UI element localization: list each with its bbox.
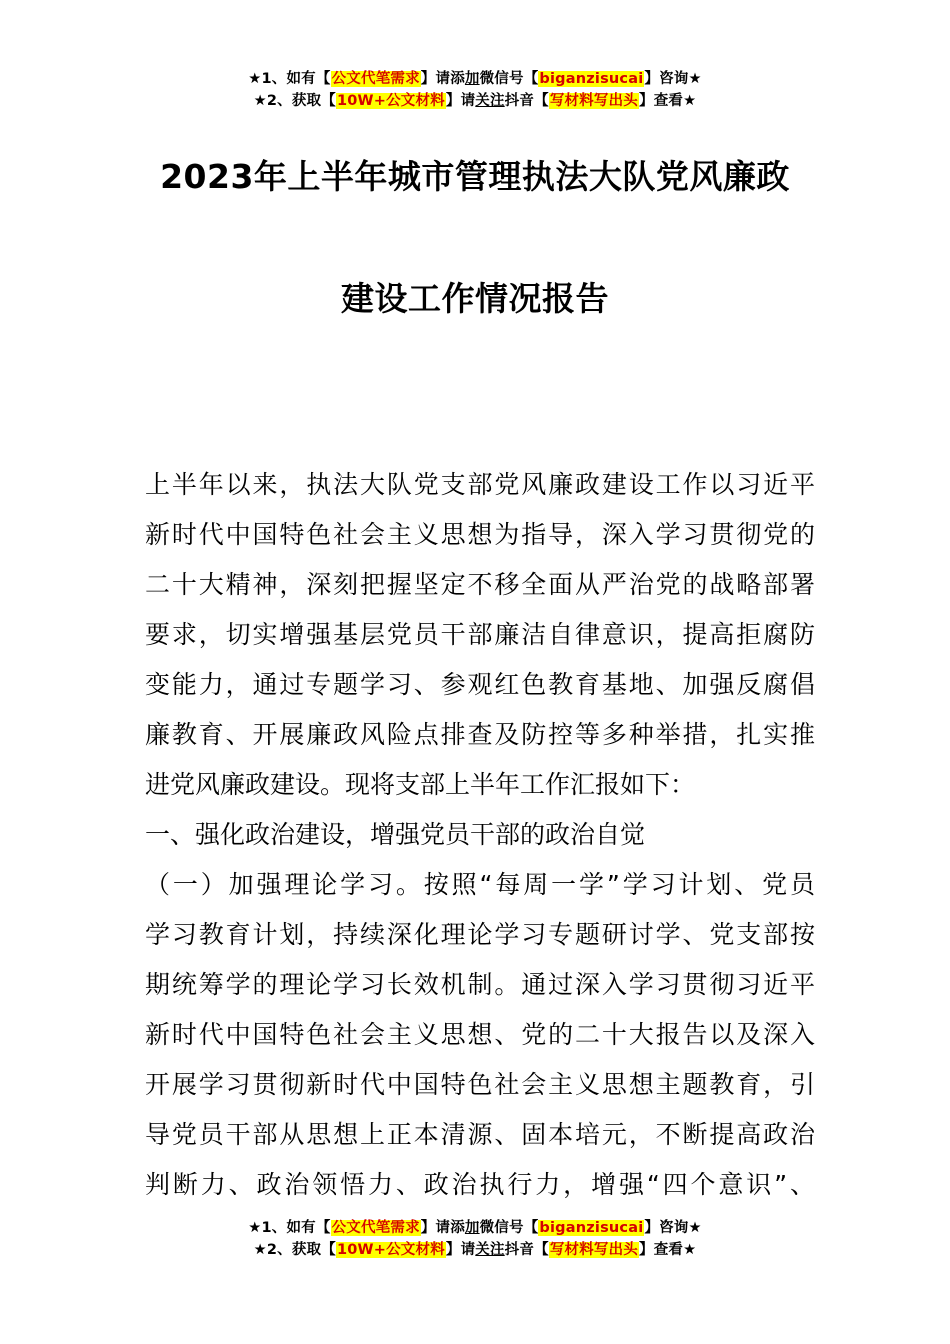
banner-highlight: 公文代笔需求 (331, 1220, 420, 1236)
body-line: 新时代中国特色社会主义思想、党的二十大报告以及深入 (145, 1020, 815, 1049)
body-line: 导党员干部从思想上正本清源、固本培元，不断提高政治 (145, 1120, 815, 1149)
section-heading: 一、强化政治建设，增强党员干部的政治自觉 (145, 820, 646, 849)
body-line: 进党风廉政建设。现将支部上半年工作汇报如下： (145, 770, 696, 799)
banner-highlight: 10W+公文材料 (336, 1242, 445, 1258)
banner-highlight: 公文代笔需求 (331, 71, 420, 87)
body-line: （一）加强理论学习。按照“每周一学”学习计划、党员 (145, 870, 815, 899)
banner-highlight: 写材料写出头 (549, 93, 639, 109)
banner-line-2: ★2、获取【10W+公文材料】请关注抖音【写材料写出头】查看★ (253, 1242, 697, 1258)
banner-line-1: ★1、如有【公文代笔需求】请添加微信号【biganzisucai】咨询★ (248, 1220, 702, 1236)
footer-banner (0, 1217, 950, 1261)
body-line: 要求，切实增强基层党员干部廉洁自律意识，提高拒腐防 (145, 620, 815, 649)
body-line: 变能力，通过专题学习、参观红色教育基地、加强反腐倡 (145, 670, 815, 699)
document-title-line-2: 建设工作情况报告 (341, 279, 609, 318)
body-line: 学习教育计划，持续深化理论学习专题研讨学、党支部按 (145, 920, 815, 949)
banner-line-1: ★1、如有【公文代笔需求】请添加微信号【biganzisucai】咨询★ (248, 71, 702, 87)
body-line: 上半年以来，执法大队党支部党风廉政建设工作以习近平 (145, 470, 815, 499)
body-line: 廉教育、开展廉政风险点排查及防控等多种举措，扎实推 (145, 720, 815, 749)
body-line: 新时代中国特色社会主义思想为指导，深入学习贯彻党的 (145, 520, 815, 549)
body-line: 期统筹学的理论学习长效机制。通过深入学习贯彻习近平 (145, 970, 815, 999)
body-line: 开展学习贯彻新时代中国特色社会主义思想主题教育，引 (145, 1070, 815, 1099)
document-body (145, 460, 815, 1210)
header-banner (0, 68, 950, 112)
banner-highlight: 写材料写出头 (549, 1242, 639, 1258)
document-title-line-1: 2023年上半年城市管理执法大队党风廉政 (160, 157, 790, 196)
banner-highlight: biganzisucai (539, 1220, 644, 1236)
banner-line-2: ★2、获取【10W+公文材料】请关注抖音【写材料写出头】查看★ (253, 93, 697, 109)
banner-highlight: biganzisucai (539, 71, 644, 87)
body-line: 二十大精神，深刻把握坚定不移全面从严治党的战略部署 (145, 570, 815, 599)
body-line: 判断力、政治领悟力、政治执行力，增强“四个意识”、 (145, 1170, 815, 1199)
banner-highlight: 10W+公文材料 (336, 93, 445, 109)
